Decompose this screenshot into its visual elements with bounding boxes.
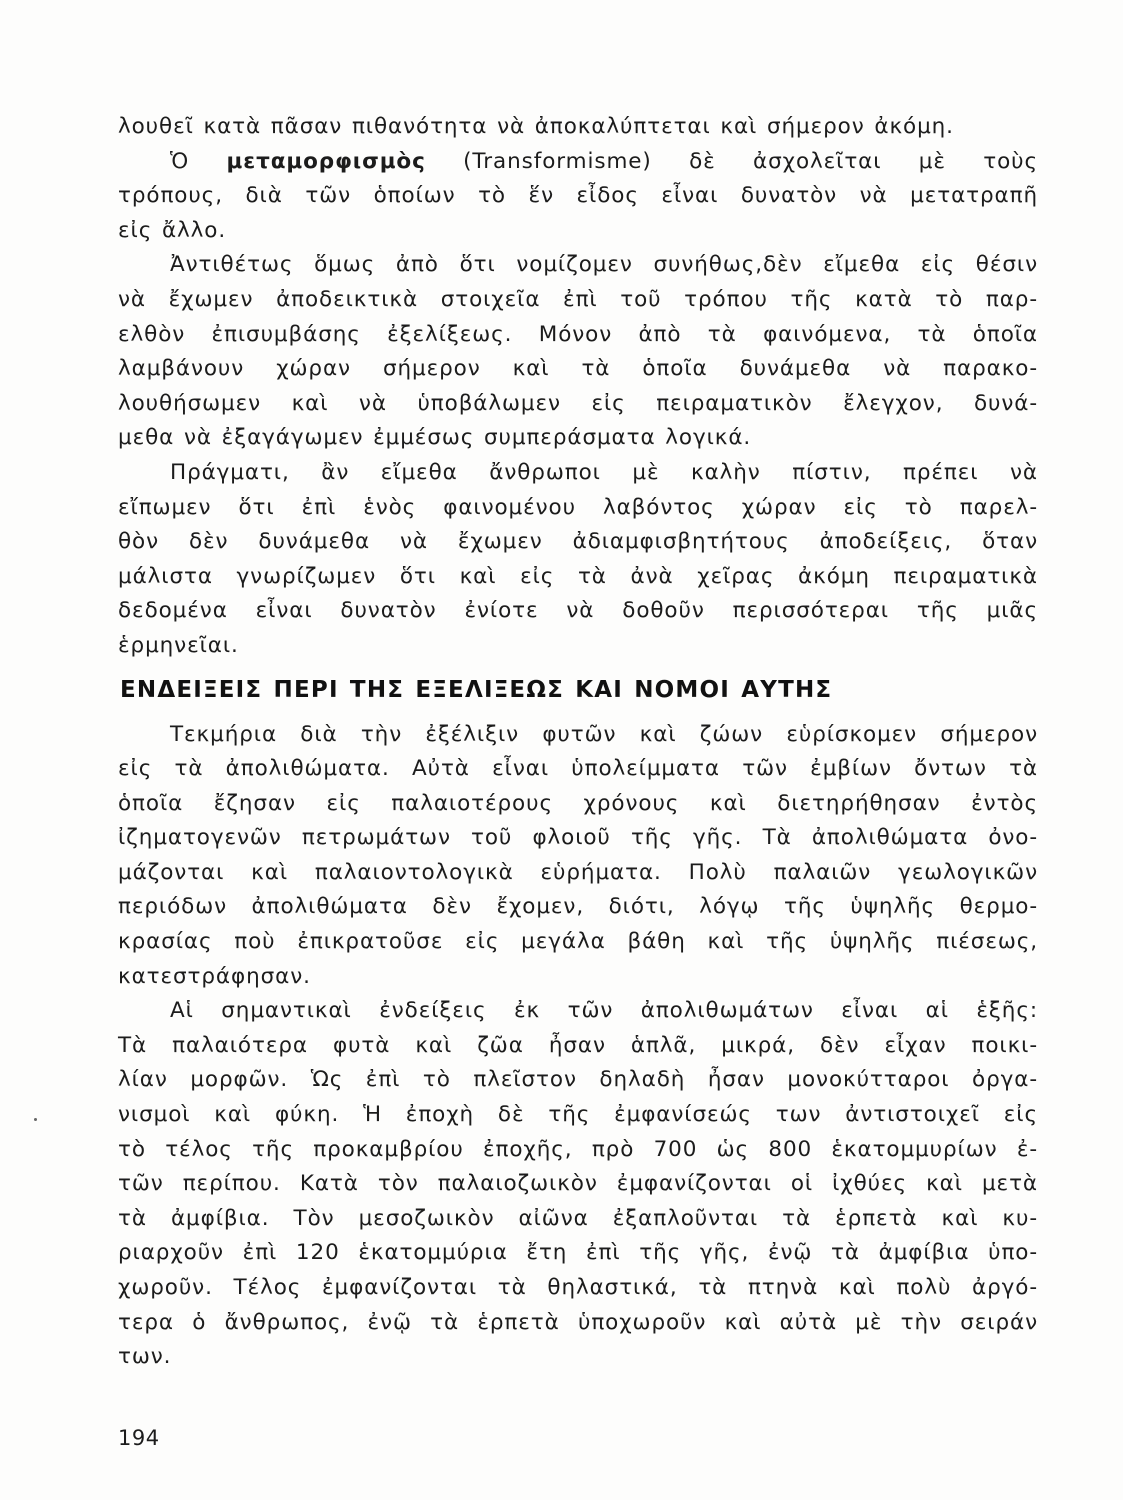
paragraph-transformisme [118, 145, 1038, 249]
paragraph-fossils [118, 718, 1038, 995]
text-line: εἴπωμεν ὅτι ἐπὶ ἑνὸς φαινομένου λαβόντος χώραν εἰς τὸ παρελ- [118, 494, 1038, 520]
text-line: εἰς τὰ ἀπολιθώματα. Αὐτὰ εἶναι ὑπολείμματα τῶν ἐμβίων ὄντων τὰ [118, 756, 1038, 782]
text-line: μάλιστα γνωρίζωμεν ὅτι καὶ εἰς τὰ ἀνὰ χεῖρας ἀκόμη πειραματικὰ [118, 563, 1038, 589]
margin-mark [34, 1118, 37, 1121]
text-line: νισμοὶ καὶ φύκη. Ἡ ἐποχὴ δὲ τῆς ἐμφανίσεώς των ἀντιστοιχεῖ εἰς [118, 1102, 1038, 1128]
text-line: τὸ τέλος τῆς προκαμβρίου ἐποχῆς, πρὸ 700 ὡς 800 ἑκατομμυρίων ἐ- [118, 1136, 1038, 1162]
text-line: ἰζηματογενῶν πετρωμάτων τοῦ φλοιοῦ τῆς γῆς. Τὰ ἀπολιθώματα ὀνο- [118, 825, 1038, 851]
text-line [118, 145, 1038, 180]
text-line: ἑρμηνεῖαι. [118, 632, 239, 658]
text-line: λαμβάνουν χώραν σήμερον καὶ τὰ ὁποῖα δυνάμεθα νὰ παρακο- [118, 356, 1038, 382]
text-line: τρόπους, διὰ τῶν ὁποίων τὸ ἕν εἶδος εἶναι δυνατὸν νὰ μετατραπῆ [118, 183, 1038, 209]
text-line: εἰς ἄλλο. [118, 217, 227, 243]
text-line: περιόδων ἀπολιθώματα δὲν ἔχομεν, διότι, λόγῳ τῆς ὑψηλῆς θερμο- [118, 894, 1038, 920]
paragraph-good-faith [118, 456, 1038, 664]
text-line: κρασίας ποὺ ἐπικρατοῦσε εἰς μεγάλα βάθη καὶ τῆς ὑψηλῆς πιέσεως, [118, 929, 1038, 955]
text-line: των. [118, 1344, 172, 1370]
text-line: δεδομένα εἶναι δυνατὸν ἐνίοτε νὰ δοθοῦν περισσότεραι τῆς μιᾶς [118, 598, 1038, 624]
text-line: νὰ ἔχωμεν ἀποδεικτικὰ στοιχεῖα ἐπὶ τοῦ τρόπου τῆς κατὰ τὸ παρ- [118, 286, 1038, 312]
body-text [118, 110, 1038, 1375]
text-line: Τεκμήρια διὰ τὴν ἐξέλιξιν φυτῶν καὶ ζώων εὑρίσκομεν σήμερον [170, 721, 1038, 747]
text-line: χωροῦν. Τέλος ἐμφανίζονται τὰ θηλαστικά, τὰ πτηνὰ καὶ πολὺ ἀργό- [118, 1275, 1038, 1300]
text-line: Αἱ σημαντικαὶ ἐνδείξεις ἐκ τῶν ἀπολιθωμάτων εἶναι αἱ ἑξῆς: [170, 998, 1038, 1024]
text-line: Τὰ παλαιότερα φυτὰ καὶ ζῶα ἦσαν ἁπλᾶ, μικρά, δὲν εἶχαν ποικι- [118, 1032, 1038, 1058]
text-line: λίαν μορφῶν. Ὡς ἐπὶ τὸ πλεῖστον δηλαδὴ ἦσαν μονοκύτταροι ὀργα- [118, 1067, 1038, 1093]
text-line: τερα ὁ ἄνθρωπος, ἐνῷ τὰ ἑρπετὰ ὑποχωροῦν καὶ αὐτὰ μὲ τὴν σειράν [118, 1309, 1038, 1335]
paragraph-evidence [118, 248, 1038, 456]
text-line: ριαρχοῦν ἐπὶ 120 ἑκατομμύρια ἔτη ἐπὶ τῆς γῆς, ἐνῷ τὰ ἀμφίβια ὑπο- [118, 1240, 1038, 1266]
text-line: τὰ ἀμφίβια. Τὸν μεσοζωικὸν αἰῶνα ἐξαπλοῦνται τὰ ἑρπετὰ καὶ κυ- [118, 1205, 1038, 1231]
text-line: τῶν περίπου. Κατὰ τὸν παλαιοζωικὸν ἐμφανίζονται οἱ ἰχθύες καὶ μετὰ [118, 1171, 1038, 1197]
page-number: 194 [118, 1426, 160, 1450]
text-line: λουθεῖ κατὰ πᾶσαν πιθανότητα νὰ ἀποκαλύπτεται καὶ σήμερον ἀκόμη. [118, 114, 954, 139]
text-line: Ἀντιθέτως ὅμως ἀπὸ ὅτι νομίζομεν συνήθως,δὲν εἴμεθα εἰς θέσιν [170, 252, 1038, 278]
text-line: κατεστράφησαν. [118, 963, 311, 989]
text-line: ελθὸν ἐπισυμβάσης ἐξελίξεως. Μόνον ἀπὸ τὰ φαινόμενα, τὰ ὁποῖα [118, 321, 1038, 347]
text-line: μάζονται καὶ παλαιοντολογικὰ εὑρήματα. Πολὺ παλαιῶν γεωλογικῶν [118, 859, 1038, 885]
paragraph-indications [118, 994, 1038, 1375]
paragraph-continuation [118, 110, 1038, 145]
text-fragment: Ὁ [170, 148, 190, 174]
text-line: θὸν δὲν δυνάμεθα νὰ ἔχωμεν ἀδιαμφισβητήτους ἀποδείξεις, ὅταν [118, 529, 1038, 555]
text-fragment: (Transformisme) δὲ ἀσχολεῖται μὲ τοὺς [463, 148, 1039, 174]
section-heading: ΕΝΔΕΙΞΕΙΣ ΠΕΡΙ ΤΗΣ ΕΞΕΛΙΞΕΩΣ ΚΑΙ ΝΟΜΟΙ ΑΥΤΗΣ [120, 676, 833, 703]
text-line: Πράγματι, ἂν εἴμεθα ἄνθρωποι μὲ καλὴν πίστιν, πρέπει νὰ [170, 459, 1038, 485]
text-line: ὁποῖα ἔζησαν εἰς παλαιοτέρους χρόνους καὶ διετηρήθησαν ἐντὸς [118, 790, 1038, 816]
text-line: μεθα νὰ ἐξαγάγωμεν ἐμμέσως συμπεράσματα λογικά. [118, 425, 752, 451]
bold-term: μεταμορφισμὸς [226, 148, 426, 174]
text-line: λουθήσωμεν καὶ νὰ ὑποβάλωμεν εἰς πειραματικὸν ἔλεγχον, δυνά- [118, 390, 1038, 416]
